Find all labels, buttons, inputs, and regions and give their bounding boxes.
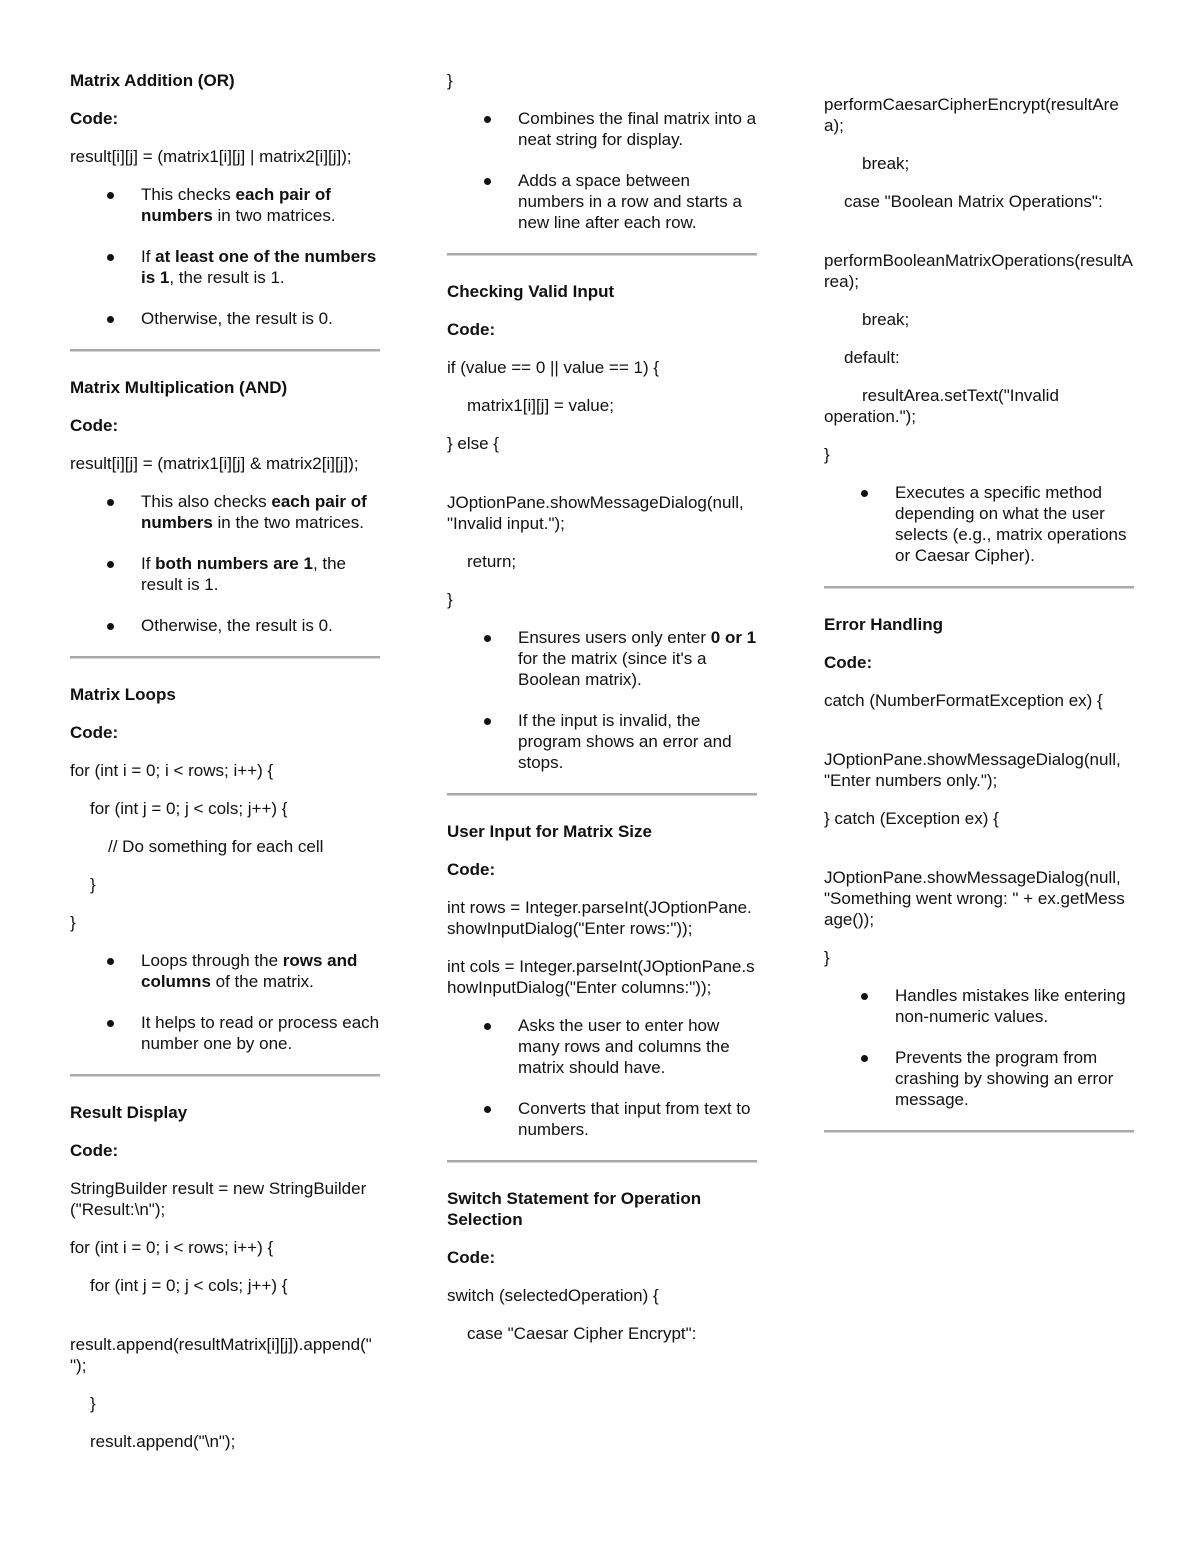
code-line: for (int j = 0; j < cols; j++) {	[90, 1276, 288, 1295]
section-title: Switch Statement for Operation Selection	[447, 1189, 702, 1229]
code-line: result[i][j] = (matrix1[i][j] | matrix2[i][j]);	[70, 147, 352, 166]
code-label: Code:	[447, 1248, 496, 1267]
code-line: int cols = Integer.parseInt(JOptionPane.showInputDialog("Enter columns:"));	[447, 957, 755, 997]
bullet-text: This checks	[141, 185, 236, 204]
code-line: break;	[862, 154, 910, 173]
list-item: Otherwise, the result is 0.	[141, 308, 380, 329]
bullet-text: This also checks	[141, 492, 272, 511]
code-line: return;	[467, 552, 517, 571]
bullet-list	[70, 491, 380, 636]
code-line: // Do something for each cell	[108, 837, 324, 856]
code-line: int rows = Integer.parseInt(JOptionPane.showInputDialog("Enter rows:"));	[447, 898, 752, 938]
list-item	[141, 491, 380, 533]
code-line: } else {	[447, 434, 499, 453]
code-line: JOptionPane.showMessageDialog(null, "Invalid input.");	[447, 493, 749, 533]
bullet-bold-text: rows and columns	[141, 951, 358, 991]
code-label: Code:	[70, 723, 119, 742]
section-title: User Input for Matrix Size	[447, 822, 652, 841]
code-line: StringBuilder result = new StringBuilder("Result:\n");	[70, 1179, 367, 1219]
code-line: case "Caesar Cipher Encrypt":	[467, 1324, 697, 1343]
bullet-bold-text: both numbers are 1	[155, 554, 313, 573]
section-title: Error Handling	[824, 615, 944, 634]
bullet-text: , the result is 1.	[141, 554, 347, 594]
section-divider	[70, 1074, 380, 1077]
code-line: } catch (Exception ex) {	[824, 809, 999, 828]
code-line: matrix1[i][j] = value;	[467, 396, 614, 415]
bullet-text: in the two matrices.	[212, 513, 364, 532]
column-middle	[447, 70, 757, 1361]
section-result-display	[70, 1102, 380, 1452]
code-line: }	[90, 1394, 96, 1413]
bullet-text: Ensures users only enter	[518, 628, 711, 647]
bullet-list	[824, 985, 1134, 1110]
bullet-text: for the matrix (since it's a Boolean matrix).	[518, 649, 707, 689]
code-label: Code:	[70, 109, 119, 128]
code-line-part: operation.");	[824, 407, 917, 426]
bullet-text: If	[141, 247, 156, 266]
code-line: for (int i = 0; i < rows; i++) {	[70, 1238, 274, 1257]
code-line-part: resultArea.setText("Invalid	[862, 386, 1059, 405]
list-item: Combines the final matrix into a neat string for display.	[518, 109, 757, 149]
section-divider	[70, 349, 380, 352]
code-line: JOptionPane.showMessageDialog(null, "Something went wrong: " + ex.getMessage());	[824, 868, 1126, 929]
bullet-bold-text: 0 or 1	[710, 628, 757, 647]
list-item	[141, 184, 380, 226]
bullet-text: Loops through the	[141, 951, 283, 970]
column-right	[824, 94, 1134, 1158]
section-matrix-multiplication	[70, 377, 380, 636]
list-item	[141, 553, 380, 595]
code-line: }	[70, 913, 76, 932]
bullet-text: , the result is 1.	[169, 268, 285, 287]
code-line: if (value == 0 || value == 1) {	[447, 358, 660, 377]
code-line: }	[824, 445, 830, 464]
code-label: Code:	[824, 653, 873, 672]
list-item: Asks the user to enter how many rows and columns the matrix should have.	[518, 1015, 757, 1078]
list-item: If the input is invalid, the program shows an error and stops.	[518, 710, 757, 773]
bullet-list	[447, 1015, 757, 1140]
code-line: result[i][j] = (matrix1[i][j] & matrix2[i][j]);	[70, 454, 359, 473]
code-line: catch (NumberFormatException ex) {	[824, 691, 1103, 710]
section-title: Checking Valid Input	[447, 282, 615, 301]
list-item: Otherwise, the result is 0.	[141, 615, 380, 636]
bullet-list	[447, 108, 757, 233]
bullet-bold-text: each pair of numbers	[141, 185, 331, 225]
code-line: default:	[844, 348, 900, 367]
section-user-input-matrix-size	[447, 821, 757, 1140]
section-checking-valid-input	[447, 281, 757, 773]
section-divider	[70, 656, 380, 659]
section-error-handling	[824, 614, 1134, 1110]
code-line	[824, 385, 1134, 427]
list-item	[518, 627, 757, 690]
code-label: Code:	[447, 860, 496, 879]
section-result-display-continued	[447, 70, 757, 233]
code-line: }	[447, 71, 453, 90]
section-title: Matrix Multiplication (AND)	[70, 378, 288, 397]
code-line: switch (selectedOperation) {	[447, 1286, 659, 1305]
code-line: break;	[862, 310, 910, 329]
code-line: for (int i = 0; i < rows; i++) {	[70, 761, 274, 780]
section-title: Matrix Loops	[70, 685, 176, 704]
bullet-bold-text: at least one of the numbers is 1	[141, 247, 377, 287]
section-title: Matrix Addition (OR)	[70, 71, 235, 90]
bullet-list	[447, 627, 757, 773]
code-label: Code:	[70, 416, 119, 435]
list-item	[141, 246, 380, 288]
list-item: Converts that input from text to numbers.	[518, 1098, 757, 1140]
code-label: Code:	[447, 320, 496, 339]
bullet-list	[70, 184, 380, 329]
code-line: for (int j = 0; j < cols; j++) {	[90, 799, 288, 818]
bullet-text: of the matrix.	[210, 972, 314, 991]
list-item	[141, 950, 380, 992]
section-divider	[824, 1130, 1134, 1133]
section-matrix-loops	[70, 684, 380, 1054]
list-item: It helps to read or process each number one by one.	[141, 1013, 380, 1053]
bullet-text: If	[141, 554, 156, 573]
code-line: }	[447, 590, 453, 609]
code-line: }	[824, 948, 830, 967]
bullet-list	[70, 950, 380, 1054]
code-line: result.append("\n");	[90, 1432, 236, 1451]
code-line: performCaesarCipherEncrypt(resultArea);	[824, 95, 1119, 135]
section-title: Result Display	[70, 1103, 188, 1122]
code-label: Code:	[70, 1141, 119, 1160]
section-matrix-addition	[70, 70, 380, 329]
section-divider	[824, 586, 1134, 589]
code-line: result.append(resultMatrix[i][j]).append(" ");	[70, 1335, 377, 1375]
section-divider	[447, 793, 757, 796]
code-line: case "Boolean Matrix Operations":	[844, 192, 1103, 211]
bullet-bold-text: each pair of numbers	[141, 492, 367, 532]
list-item: Executes a specific method depending on what the user selects (e.g., matrix operations or Caesar Cipher).	[895, 482, 1134, 566]
list-item: Prevents the program from crashing by showing an error message.	[895, 1047, 1134, 1110]
code-line: JOptionPane.showMessageDialog(null, "Enter numbers only.");	[824, 750, 1126, 790]
section-divider	[447, 1160, 757, 1163]
column-left	[70, 70, 380, 1469]
list-item: Adds a space between numbers in a row and starts a new line after each row.	[518, 170, 757, 233]
code-line: }	[90, 875, 96, 894]
bullet-list	[824, 482, 1134, 566]
code-line: performBooleanMatrixOperations(resultArea);	[824, 251, 1133, 291]
section-switch-statement-continued	[824, 94, 1134, 566]
bullet-text: in two matrices.	[212, 206, 336, 225]
list-item: Handles mistakes like entering non-numeric values.	[895, 985, 1134, 1027]
section-switch-statement	[447, 1188, 757, 1344]
section-divider	[447, 253, 757, 256]
